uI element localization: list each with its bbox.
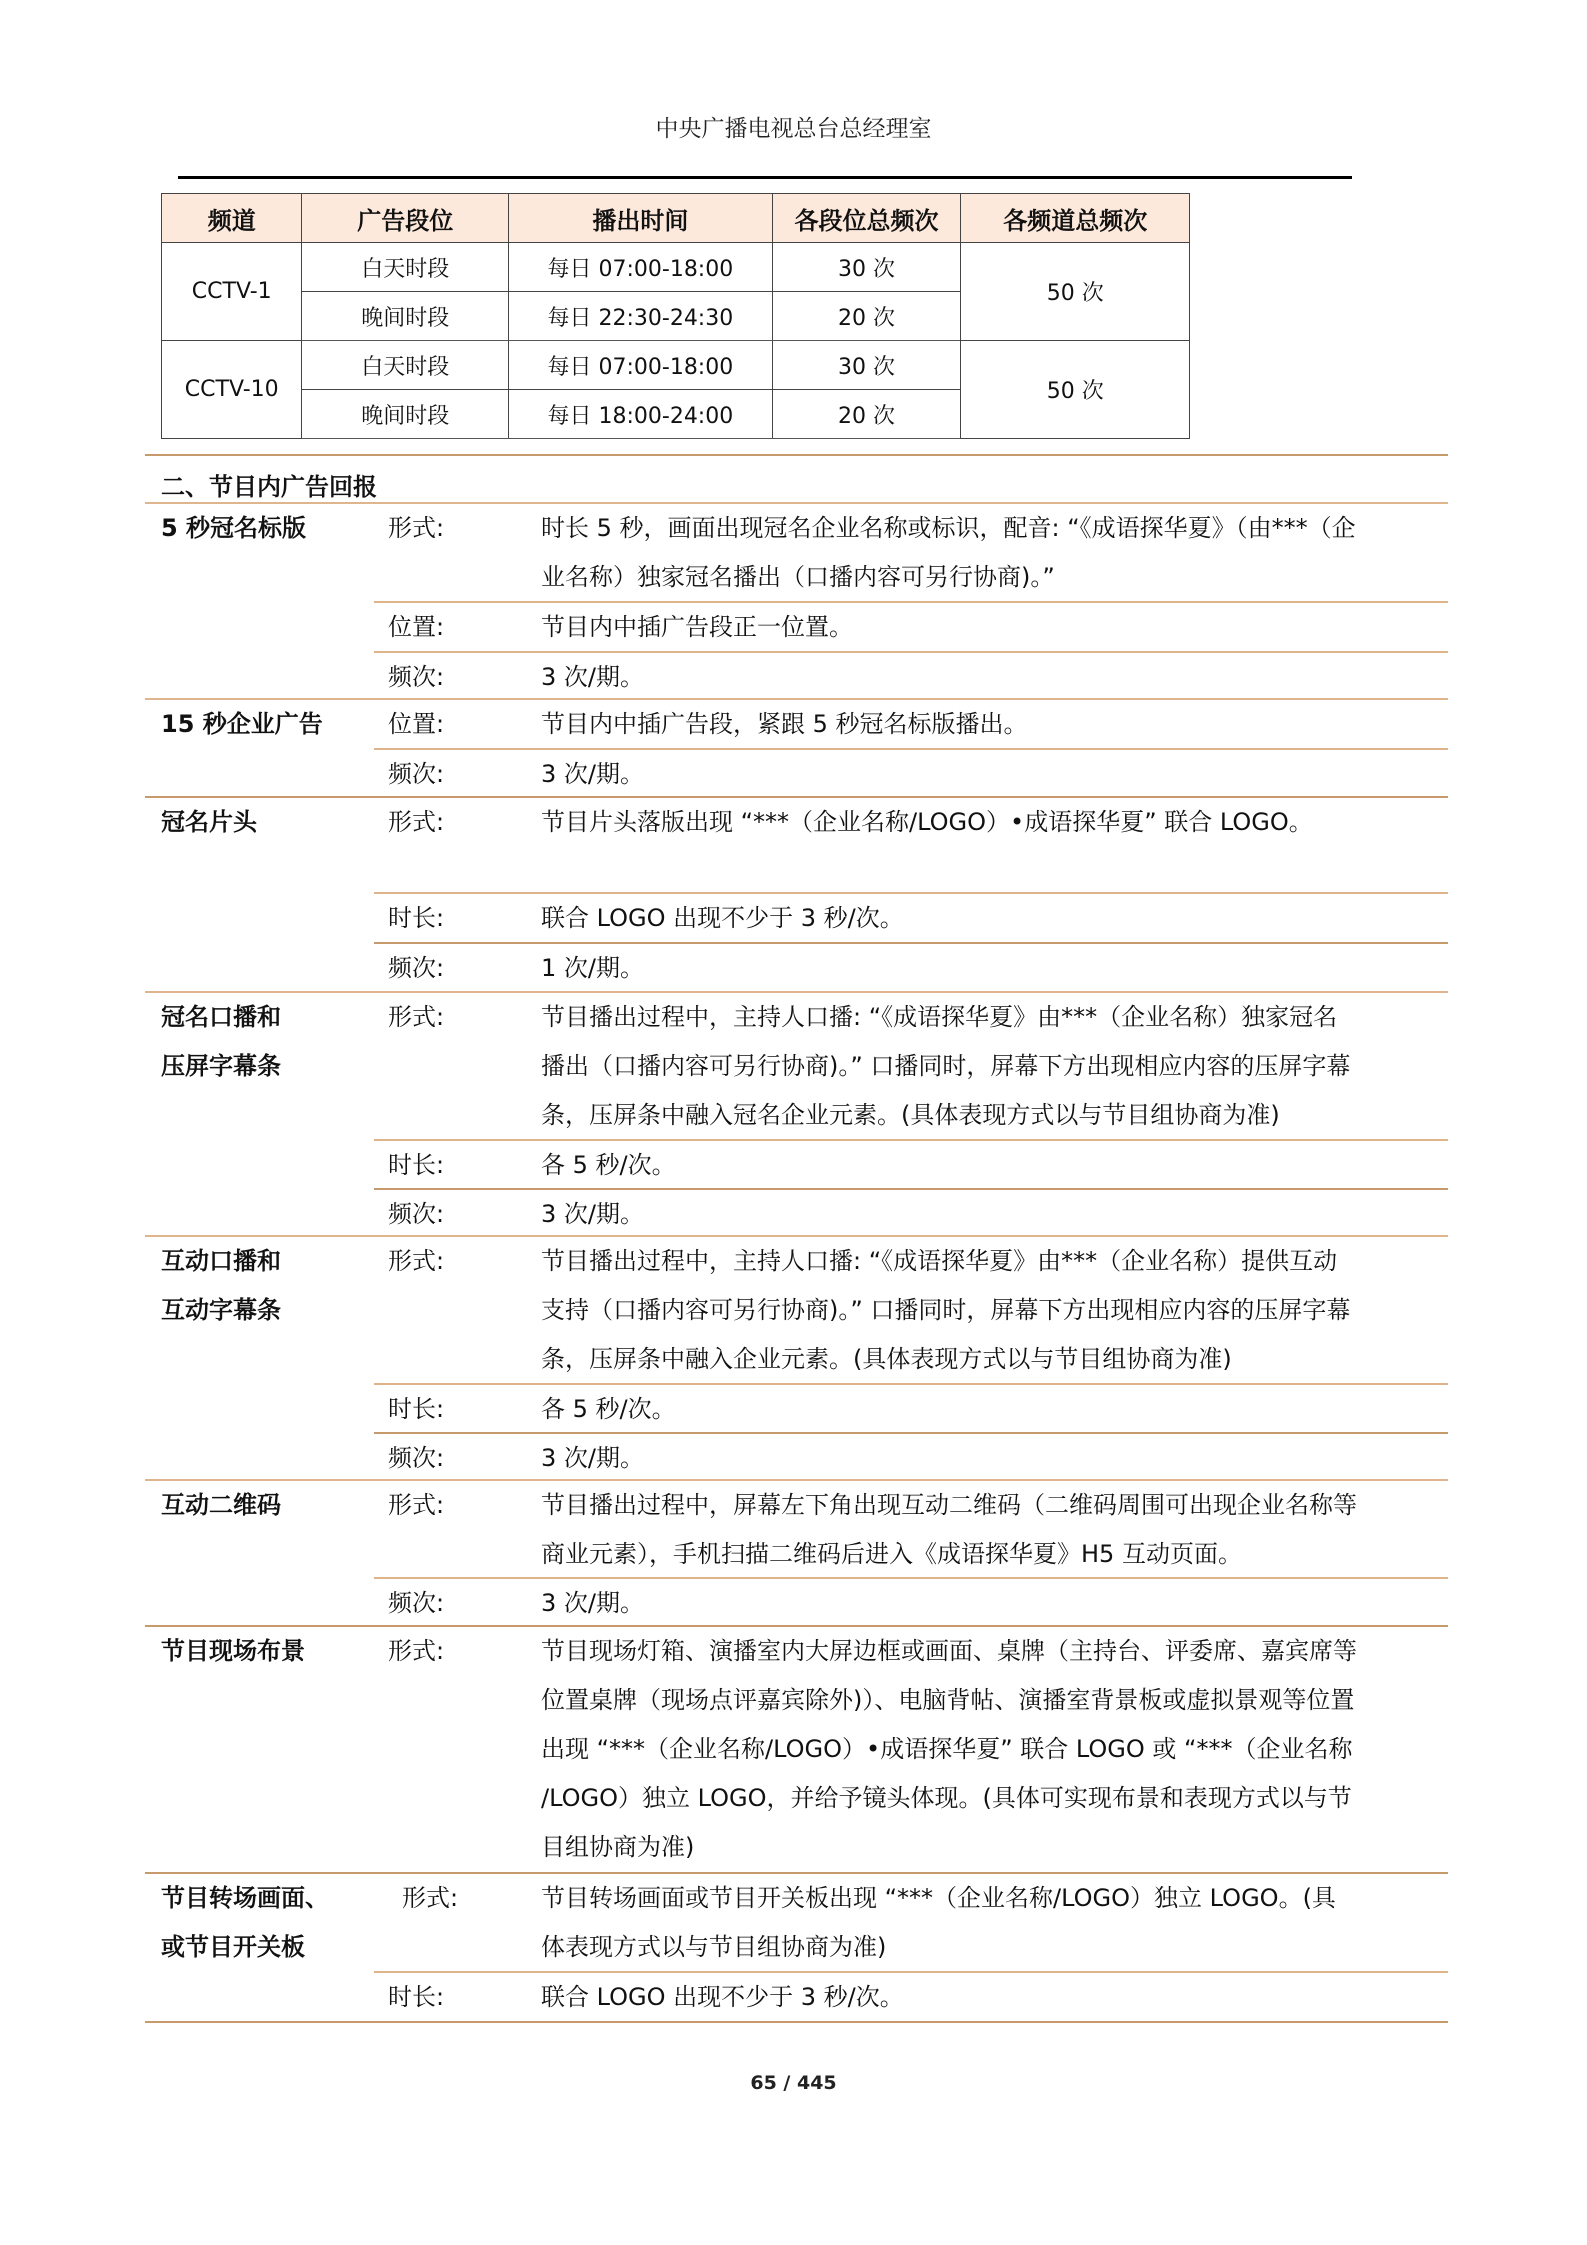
item-label: 互动口播和 xyxy=(161,1247,281,1275)
column-header-channel-frequency: 各频道总频次 xyxy=(961,194,1190,243)
field-key: 时长: xyxy=(388,1151,445,1179)
header-divider xyxy=(178,176,1352,179)
benefit-item xyxy=(145,1874,1448,2022)
column-header-segment-frequency: 各段位总频次 xyxy=(772,194,961,243)
item-label: 互动字幕条 xyxy=(161,1296,281,1324)
field-value-line: 出现 “***（企业名称/LOGO）•成语探华夏” 联合 LOGO 或 “***（企业名称 xyxy=(541,1735,1353,1763)
field-key: 形式: xyxy=(388,1247,445,1275)
column-header-airtime: 播出时间 xyxy=(509,194,773,243)
field-key: 频次: xyxy=(388,954,445,982)
field-value-line: 播出（口播内容可另行协商)。” 口播同时，屏幕下方出现相应内容的压屏字幕 xyxy=(541,1052,1351,1080)
item-label: 冠名片头 xyxy=(161,808,257,836)
item-label: 5 秒冠名标版 xyxy=(161,514,307,542)
benefit-item xyxy=(145,1237,1448,1480)
table-row xyxy=(162,243,1190,292)
field-key: 形式: xyxy=(388,514,445,542)
item-label: 压屏字幕条 xyxy=(161,1052,281,1080)
section-divider xyxy=(145,454,1448,456)
field-key: 时长: xyxy=(388,904,445,932)
field-value-line: 节目片头落版出现 “***（企业名称/LOGO）•成语探华夏” 联合 LOGO。 xyxy=(541,808,1313,836)
field-value-line: 联合 LOGO 出现不少于 3 秒/次。 xyxy=(541,1983,904,2011)
field-key: 时长: xyxy=(388,1983,445,2011)
benefit-item xyxy=(145,1481,1448,1627)
benefit-item xyxy=(145,700,1448,798)
field-key: 频次: xyxy=(388,1444,445,1472)
item-label: 15 秒企业广告 xyxy=(161,710,323,738)
field-value-line: 节目内中插广告段正一位置。 xyxy=(541,613,853,641)
airtime-cell: 每日 18:00-24:00 xyxy=(509,390,773,439)
channel-total-cell: 50 次 xyxy=(961,341,1190,439)
field-key: 形式: xyxy=(388,1637,445,1665)
channel-total-cell: 50 次 xyxy=(961,243,1190,341)
item-label: 或节目开关板 xyxy=(161,1933,305,1961)
column-header-segment: 广告段位 xyxy=(302,194,509,243)
field-value-line: 业名称）独家冠名播出（口播内容可另行协商)。” xyxy=(541,563,1055,591)
field-value-line: 节目内中插广告段，紧跟 5 秒冠名标版播出。 xyxy=(541,710,1028,738)
field-value-line: 体表现方式以与节目组协商为准) xyxy=(541,1933,887,1961)
segment-cell: 白天时段 xyxy=(302,341,509,390)
segment-frequency-cell: 20 次 xyxy=(772,292,961,341)
benefit-item xyxy=(145,504,1448,702)
airtime-cell: 每日 07:00-18:00 xyxy=(509,243,773,292)
section-title: 二、节目内广告回报 xyxy=(161,473,377,501)
field-value-line: 3 次/期。 xyxy=(541,760,644,788)
field-key: 时长: xyxy=(388,1395,445,1423)
airtime-cell: 每日 22:30-24:30 xyxy=(509,292,773,341)
benefit-item xyxy=(145,798,1448,992)
page-header: 中央广播电视总台总经理室 xyxy=(655,116,932,142)
field-value-line: /LOGO）独立 LOGO，并给予镜头体现。(具体可实现布景和表现方式以与节 xyxy=(541,1784,1352,1812)
airtime-cell: 每日 07:00-18:00 xyxy=(509,341,773,390)
field-value-line: 节目播出过程中，主持人口播: “《成语探华夏》由***（企业名称）独家冠名 xyxy=(541,1003,1338,1031)
item-label: 冠名口播和 xyxy=(161,1003,281,1031)
field-key: 形式: xyxy=(388,808,445,836)
field-value-line: 节目现场灯箱、演播室内大屏边框或画面、桌牌（主持台、评委席、嘉宾席等 xyxy=(541,1637,1357,1665)
item-divider xyxy=(145,2021,1448,2023)
ad-schedule-table xyxy=(161,193,1190,439)
field-key: 频次: xyxy=(388,1589,445,1617)
table-header-row xyxy=(162,194,1190,243)
field-value-line: 各 5 秒/次。 xyxy=(541,1395,676,1423)
field-value-line: 3 次/期。 xyxy=(541,1589,644,1617)
segment-frequency-cell: 30 次 xyxy=(772,243,961,292)
column-header-channel: 频道 xyxy=(162,194,302,243)
field-value-line: 条，压屏条中融入冠名企业元素。(具体表现方式以与节目组协商为准) xyxy=(541,1101,1280,1129)
field-value-line: 目组协商为准) xyxy=(541,1833,695,1861)
segment-cell: 晚间时段 xyxy=(302,292,509,341)
field-value-line: 各 5 秒/次。 xyxy=(541,1151,676,1179)
field-value-line: 商业元素），手机扫描二维码后进入《成语探华夏》H5 互动页面。 xyxy=(541,1540,1242,1568)
field-value-line: 3 次/期。 xyxy=(541,1200,644,1228)
benefit-item xyxy=(145,1627,1448,1872)
segment-frequency-cell: 20 次 xyxy=(772,390,961,439)
field-value-line: 时长 5 秒，画面出现冠名企业名称或标识，配音: “《成语探华夏》（由***（企 xyxy=(541,514,1356,542)
field-value-line: 3 次/期。 xyxy=(541,1444,644,1472)
segment-cell: 白天时段 xyxy=(302,243,509,292)
channel-cell: CCTV-10 xyxy=(162,341,302,439)
field-value-line: 位置桌牌（现场点评嘉宾除外)）、电脑背帖、演播室背景板或虚拟景观等位置 xyxy=(541,1686,1355,1714)
field-value-line: 支持（口播内容可另行协商)。” 口播同时，屏幕下方出现相应内容的压屏字幕 xyxy=(541,1296,1351,1324)
field-value-line: 3 次/期。 xyxy=(541,663,644,691)
field-value-line: 节目播出过程中，屏幕左下角出现互动二维码（二维码周围可出现企业名称等 xyxy=(541,1491,1357,1519)
field-value-line: 节目转场画面或节目开关板出现 “***（企业名称/LOGO）独立 LOGO。(具 xyxy=(541,1884,1336,1912)
field-key: 形式: xyxy=(388,1003,445,1031)
field-key: 频次: xyxy=(388,760,445,788)
field-value-line: 1 次/期。 xyxy=(541,954,644,982)
field-key: 位置: xyxy=(388,613,445,641)
item-label: 节目转场画面、 xyxy=(161,1884,329,1912)
channel-cell: CCTV-1 xyxy=(162,243,302,341)
segment-cell: 晚间时段 xyxy=(302,390,509,439)
table-row xyxy=(162,341,1190,390)
field-value-line: 节目播出过程中，主持人口播: “《成语探华夏》由***（企业名称）提供互动 xyxy=(541,1247,1338,1275)
item-label: 节目现场布景 xyxy=(161,1637,305,1665)
field-value-line: 联合 LOGO 出现不少于 3 秒/次。 xyxy=(541,904,904,932)
field-key: 形式: xyxy=(388,1491,445,1519)
field-key: 频次: xyxy=(388,1200,445,1228)
field-key: 频次: xyxy=(388,663,445,691)
segment-frequency-cell: 30 次 xyxy=(772,341,961,390)
field-value-line: 条，压屏条中融入企业元素。(具体表现方式以与节目组协商为准) xyxy=(541,1345,1232,1373)
field-key: 形式: xyxy=(402,1884,459,1912)
item-label: 互动二维码 xyxy=(161,1491,281,1519)
benefit-item xyxy=(145,993,1448,1236)
field-key: 位置: xyxy=(388,710,445,738)
page-number: 65 / 445 xyxy=(750,2072,837,2094)
